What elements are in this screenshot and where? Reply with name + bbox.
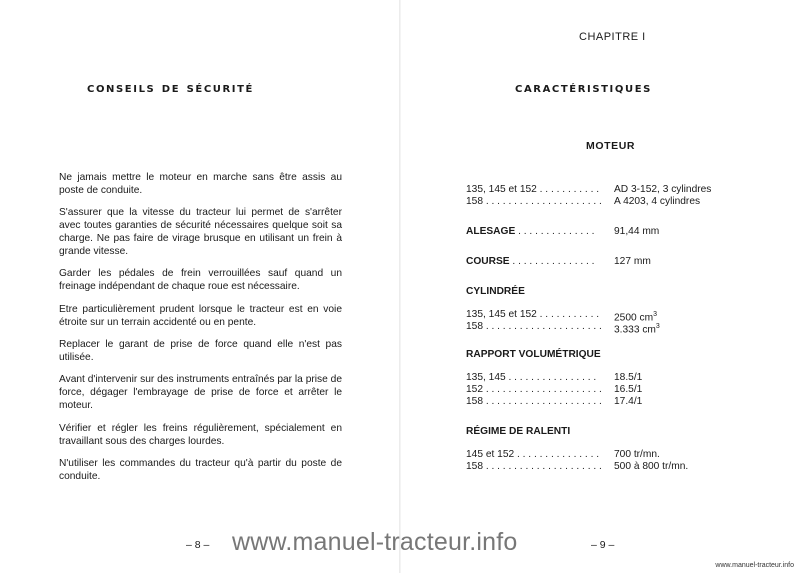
spec-row-alesage: [466, 226, 766, 238]
paragraph: Replacer le garant de prise de force quand elle n'est pas utilisée.: [59, 339, 342, 363]
credit-link[interactable]: www.manuel-tracteur.info: [715, 562, 794, 569]
spec-row-course: [466, 256, 766, 268]
spec-key: 158 . . . . . . . . . . . . . . . . . . . . .: [466, 461, 602, 472]
spec-value: 18.5/1: [614, 372, 643, 383]
spec-row: [466, 461, 766, 473]
left-page-title: conseils de sécurité: [87, 80, 254, 96]
subsection-heading: CYLINDRÉE: [466, 286, 525, 297]
subsection-heading: RAPPORT VOLUMÉTRIQUE: [466, 349, 601, 360]
subsection-heading: RÉGIME DE RALENTI: [466, 426, 571, 437]
spec-value: AD 3-152, 3 cylindres: [614, 184, 712, 195]
page-number: – 8 –: [186, 539, 210, 551]
spec-key: 135, 145 et 152 . . . . . . . . . . .: [466, 184, 600, 195]
spec-row: [466, 384, 766, 396]
spec-value: 16.5/1: [614, 384, 643, 395]
paragraph: Vérifier et régler les freins régulièrement, spécialement en travaillant sous des charges lourdes.: [59, 422, 342, 447]
spec-key: 158 . . . . . . . . . . . . . . . . . . . . .: [466, 396, 602, 407]
spec-value: 127 mm: [614, 256, 651, 267]
exponent: 3: [655, 323, 660, 330]
paragraph: Avant d'intervenir sur des instruments entraînés par la prise de force, dégager l'embrayage de prise de force et arrêter le moteur.: [59, 374, 342, 412]
right-page: [400, 0, 800, 573]
spec-key: 135, 145 . . . . . . . . . . . . . . . .: [466, 372, 597, 383]
specifications-table: [466, 184, 766, 473]
spec-row: [466, 309, 766, 324]
spec-key: COURSE: [466, 256, 510, 267]
spec-key: 145 et 152 . . . . . . . . . . . . . . .: [466, 449, 600, 460]
spec-key: 158 . . . . . . . . . . . . . . . . . . . . .: [466, 321, 602, 332]
spec-key: 135, 145 et 152 . . . . . . . . . . .: [466, 309, 600, 320]
spec-row: [466, 449, 766, 461]
spec-row: [466, 372, 766, 384]
paragraph: Etre particulièrement prudent lorsque le tracteur est en voie étroite sur un terrain accidenté ou en pente.: [59, 303, 342, 328]
spec-value: 91,44 mm: [614, 226, 660, 237]
spec-value: 3.333 cm: [614, 324, 656, 336]
safety-advice-text: [59, 172, 342, 493]
paragraph: Garder les pédales de frein verrouillées sauf quand un freinage indépendant de chaque roue est nécessaire.: [59, 268, 342, 293]
spec-value: A 4203, 4 cylindres: [614, 196, 701, 207]
spec-value: 2500 cm: [614, 312, 654, 324]
spec-value: 500 à 800 tr/mn.: [614, 461, 689, 472]
spec-value: 17.4/1: [614, 396, 643, 407]
spec-key: ALESAGE: [466, 226, 516, 237]
spec-row: [466, 196, 766, 208]
exponent: 3: [653, 311, 657, 318]
section-heading: MOTEUR: [586, 140, 636, 152]
leader-dots: . . . . . . . . . . . . . . .: [509, 256, 595, 267]
spec-value: 700 tr/mn.: [614, 449, 660, 460]
spec-key: 158 . . . . . . . . . . . . . . . . . . . . .: [466, 196, 602, 207]
spec-row: [466, 321, 766, 336]
watermark: www.manuel-tracteur.info: [232, 528, 518, 556]
right-page-title: caractéristiques: [515, 80, 652, 96]
paragraph: Ne jamais mettre le moteur en marche sans être assis au poste de conduite.: [59, 172, 342, 196]
spec-key: 152 . . . . . . . . . . . . . . . . . . . . .: [466, 384, 602, 395]
paragraph: S'assurer que la vitesse du tracteur lui permet de s'arrêter avec toutes garanties de sécurité nécessaires quelque soit sa charge. Ne pas faire de virage brusque en utilisant un frein à grande vitesse.: [59, 207, 342, 258]
chapter-label: CHAPITRE I: [579, 31, 646, 43]
spec-row: [466, 396, 766, 408]
paragraph: N'utiliser les commandes du tracteur qu'à partir du poste de conduite.: [59, 457, 342, 482]
spec-row: [466, 184, 766, 196]
leader-dots: . . . . . . . . . . . . . .: [515, 226, 595, 237]
page-number: – 9 –: [591, 539, 615, 551]
